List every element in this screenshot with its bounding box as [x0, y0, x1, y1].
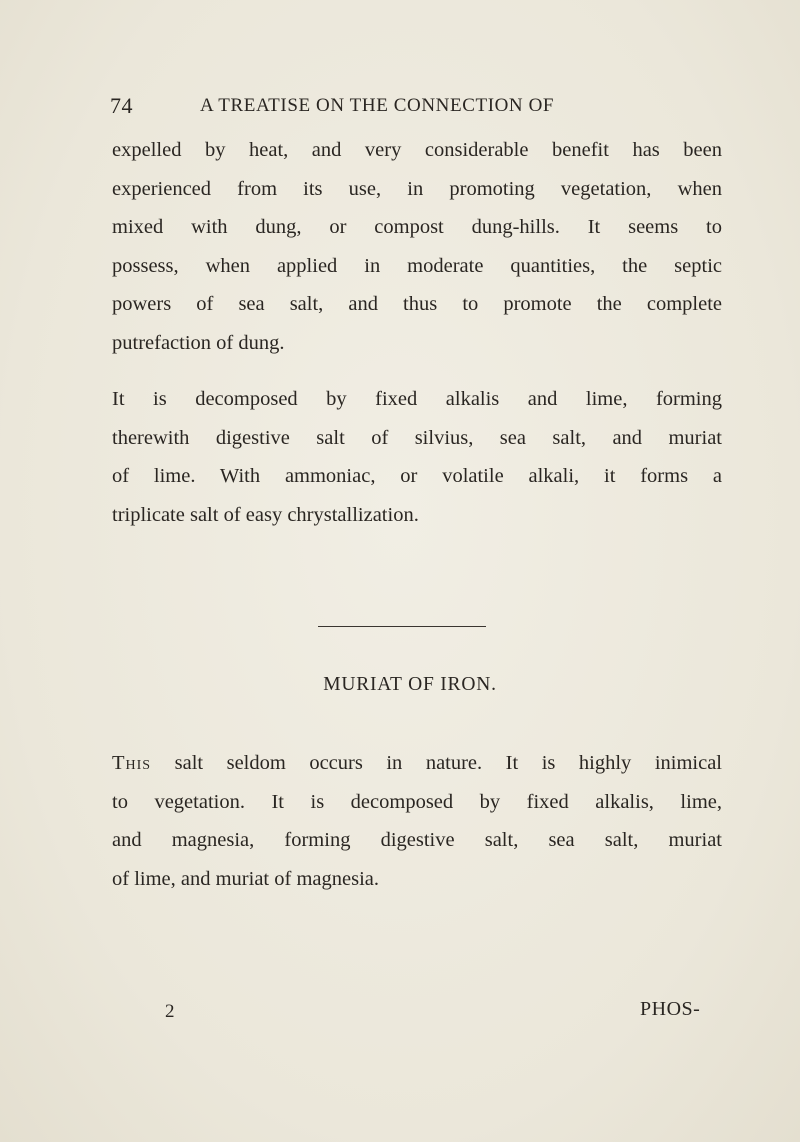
- text-line: and magnesia, forming digestive salt, sea salt, muriat: [112, 829, 722, 852]
- text-line: possess, when applied in moderate quantities, the septic: [112, 254, 722, 277]
- paragraph-1: [112, 131, 722, 363]
- section-divider: [318, 626, 486, 627]
- paragraph-3: [112, 744, 722, 898]
- section-heading-text: MURIAT OF IRON.: [323, 674, 497, 695]
- signature-mark: 2: [165, 1001, 175, 1022]
- catchword: PHOS-: [640, 998, 701, 1020]
- running-head: A TREATISE ON THE CONNECTION OF: [200, 95, 555, 116]
- paragraph-2: [112, 380, 722, 534]
- text-line: mixed with dung, or compost dung-hills. It seems to: [112, 216, 722, 239]
- text-line: of lime, and muriat of magnesia.: [112, 867, 379, 890]
- text-line: It is decomposed by fixed alkalis and lime, forming: [112, 388, 722, 410]
- text-line: powers of sea salt, and thus to promote the complete: [112, 293, 722, 316]
- section-heading: [0, 674, 800, 696]
- text-line: to vegetation. It is decomposed by fixed alkalis, lime,: [112, 790, 722, 813]
- text-line: [112, 744, 722, 783]
- page-header: [0, 93, 800, 123]
- text-line: triplicate salt of easy chrystallization.: [112, 503, 419, 526]
- opening-word: This: [112, 752, 152, 774]
- text-line: expelled by heat, and very considerable benefit has been: [112, 139, 722, 161]
- text-line: putrefaction of dung.: [112, 331, 285, 354]
- text-line: of lime. With ammoniac, or volatile alkali, it forms a: [112, 465, 722, 488]
- page-number: 74: [110, 93, 133, 118]
- text-line: experienced from its use, in promoting vegetation, when: [112, 177, 722, 200]
- text-line: therewith digestive salt of silvius, sea salt, and muriat: [112, 426, 722, 449]
- text-line-rest: salt seldom occurs in nature. It is highly inimical: [151, 752, 722, 774]
